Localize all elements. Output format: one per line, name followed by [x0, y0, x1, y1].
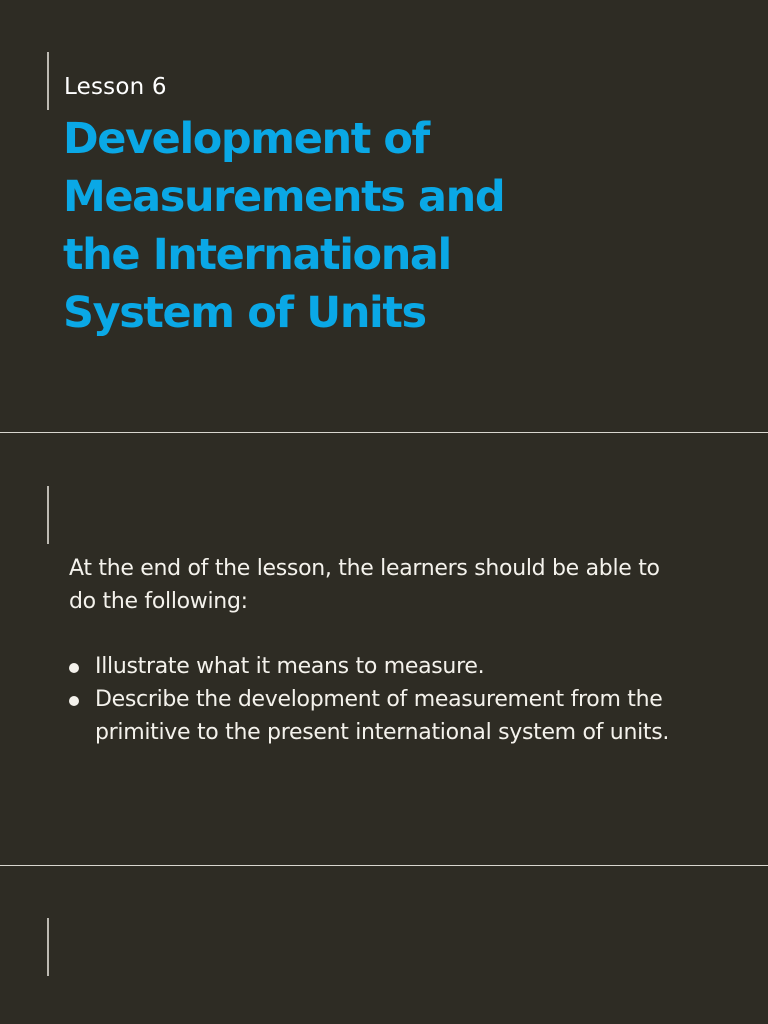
- slide-next: [0, 866, 768, 1024]
- slide-title: [0, 0, 768, 432]
- bullet-icon: [69, 663, 79, 673]
- objective-item: [69, 683, 689, 749]
- bullet-icon: [69, 696, 79, 706]
- accent-bar: [47, 918, 49, 976]
- objective-text: Describe the development of measurement from the primitive to the present international system of units.: [95, 687, 670, 745]
- slide-objectives: [0, 433, 768, 865]
- accent-bar: [47, 52, 49, 110]
- objectives-list: [69, 650, 689, 749]
- objective-item: [69, 650, 689, 683]
- objectives-intro: At the end of the lesson, the learners should be able to do the following:: [69, 556, 660, 614]
- slide-title-heading: Development of Measurements and the International System of Units: [63, 114, 505, 338]
- lesson-label: Lesson 6: [64, 74, 167, 100]
- objective-text: Illustrate what it means to measure.: [95, 654, 485, 679]
- accent-bar: [47, 486, 49, 544]
